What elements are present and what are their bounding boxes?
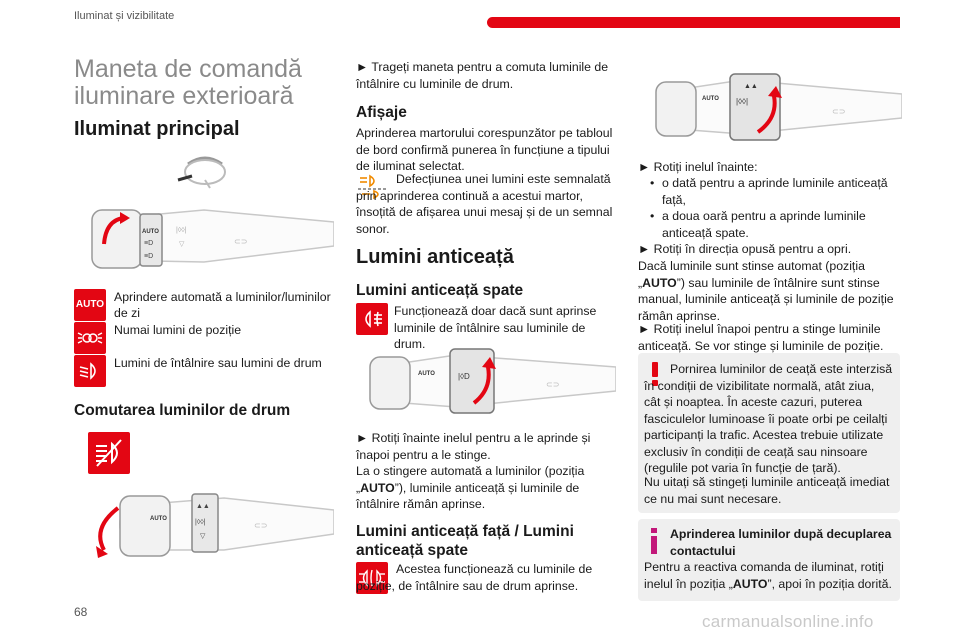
svg-text:|◊◊|: |◊◊|: [176, 227, 187, 234]
legend-row-auto: [74, 289, 336, 323]
step-rotate-forward-a: o dată pentru a aprinde luminile anticeață față,: [662, 176, 888, 207]
step-turn-off: ► Rotiți inelul înapoi pentru a stinge luminile anticeață. Se vor stinge și luminile de poziție.: [638, 322, 884, 353]
svg-text:|◊◊|: |◊◊|: [195, 519, 206, 526]
svg-text:AUTO: AUTO: [418, 371, 435, 377]
svg-text:⊂⊃: ⊂⊃: [254, 521, 268, 530]
step-rotate-back: ► Rotiți în direcția opusă pentru a opri.: [638, 242, 852, 256]
info-text: Pentru a reactiva comanda de iluminat, rotiți inelul în poziția „AUTO”, apoi în poziția dorită.: [644, 560, 892, 591]
page-number: 68: [74, 605, 88, 619]
page-title: Maneta de comandă iluminare exterioară: [74, 55, 302, 110]
svg-text:≡D: ≡D: [144, 253, 154, 260]
subheading-displays: Afișaje: [356, 104, 407, 121]
svg-text:⊂⊃: ⊂⊃: [546, 380, 560, 389]
paragraph-pull-stalk: ► Trageți maneta pentru a comuta luminile de întâlnire cu luminile de drum.: [356, 60, 609, 91]
legend-text: Aprindere automată a luminilor/luminilor de zi: [114, 290, 331, 320]
lighting-stalk-illustration-2: [84, 488, 334, 568]
auto-icon: AUTO: [74, 289, 106, 321]
svg-text:|◊D: |◊D: [458, 372, 470, 381]
subheading-rear-fog: Lumini anticeață spate: [356, 282, 524, 299]
svg-text:≡D: ≡D: [144, 240, 154, 247]
steering-wheel-icon: [170, 152, 240, 192]
legend-row-side-lights: [74, 322, 336, 356]
paragraph-auto-position: Dacă luminile sunt stinse automat (poziția „AUTO”) sau luminile de întâlnire sunt stinse manual, luminile anticeață și luminile de poziție rămân aprinse.: [638, 259, 894, 323]
lighting-stalk-illustration-1: [84, 200, 334, 278]
header-accent-bar: [487, 17, 900, 28]
legend-text: Numai lumini de poziție: [114, 323, 242, 337]
svg-text:⊂⊃: ⊂⊃: [832, 107, 846, 116]
paragraph-rotate-ring: ► Rotiți înainte inelul pentru a le aprinde și înapoi pentru a le stinge.: [356, 431, 591, 462]
section-heading-main-lighting: Iluminat principal: [74, 118, 240, 140]
section-header: Iluminat și vizibilitate: [74, 10, 175, 22]
section-heading-fog-lights: Lumini anticeață: [356, 246, 514, 268]
paragraph-front-rear-fog: Acestea funcționează cu luminile de poziție, de întâlnire sau de drum aprinse.: [356, 562, 593, 593]
side-lights-icon: [74, 322, 106, 354]
bullet-icon: •: [650, 176, 655, 190]
info-icon: [648, 528, 660, 554]
watermark: carmanualsonline.info: [702, 612, 874, 631]
subheading-beam-switch: Comutarea luminilor de drum: [74, 402, 291, 419]
svg-text:|◊◊|: |◊◊|: [736, 97, 749, 106]
warning-text-2: Nu uitați să stingeți luminile anticeață imediat ce nu mai sunt necesare.: [644, 475, 890, 506]
svg-text:▽: ▽: [200, 533, 206, 540]
lighting-stalk-illustration-4: [652, 70, 902, 150]
legend-text: Lumini de întâlnire sau lumini de drum: [114, 356, 322, 370]
paragraph-rear-fog: Funcționează doar dacă sunt aprinse luminile de întâlnire sau luminile de drum.: [394, 304, 597, 351]
step-rotate-forward-b: a doua oară pentru a aprinde luminile anticeață spate.: [662, 209, 866, 240]
dipped-beam-icon: [74, 355, 106, 387]
step-rotate-forward: ► Rotiți inelul înainte:: [638, 160, 758, 174]
svg-text:⊂⊃: ⊂⊃: [234, 237, 248, 246]
info-title: Aprinderea luminilor după decuplarea contactului: [670, 527, 892, 558]
subheading-front-rear-fog: Lumini anticeață față / Lumini anticeață spate: [356, 523, 574, 559]
paragraph-displays: Aprinderea martorului corespunzător pe tabloul de bord confirmă punerea în funcțiune a tipului de iluminat selectat.: [356, 126, 613, 173]
paragraph-auto-off: La o stingere automată a luminilor (poziția „AUTO”), luminile anticeață și luminile de întâlnire rămân aprinse.: [356, 464, 585, 511]
bullet-icon: •: [650, 209, 655, 223]
paragraph-fault-warning: Defecțiunea unei lumini este semnalată prin aprinderea continuă a acestui martor, însoțită de afișarea unui mesaj și de un semnal sonor.: [356, 172, 613, 236]
svg-text:▲▲: ▲▲: [744, 83, 758, 90]
svg-text:AUTO: AUTO: [150, 516, 167, 522]
warning-text: Pornirea luminilor de ceață este interzisă în condiții de vizibilitate normală, atât ziua, cât și noaptea. În aceste cazuri, puterea fasciculelor luminoase îi poate orbi pe ceilalți participanți la trafic. Acestea trebuie utilizate exclusiv în condiții de ceață sau ninsoare (regulile pot varia în funcție de țară).: [644, 362, 893, 475]
svg-text:▽: ▽: [179, 241, 185, 248]
rear-fog-icon: [356, 303, 388, 335]
svg-text:▲▲: ▲▲: [196, 503, 210, 510]
svg-text:AUTO: AUTO: [142, 229, 159, 235]
legend-row-dipped-beam: [74, 355, 336, 389]
svg-text:AUTO: AUTO: [702, 96, 719, 102]
high-beam-icon: [88, 432, 130, 474]
lighting-stalk-illustration-3: [366, 345, 616, 421]
